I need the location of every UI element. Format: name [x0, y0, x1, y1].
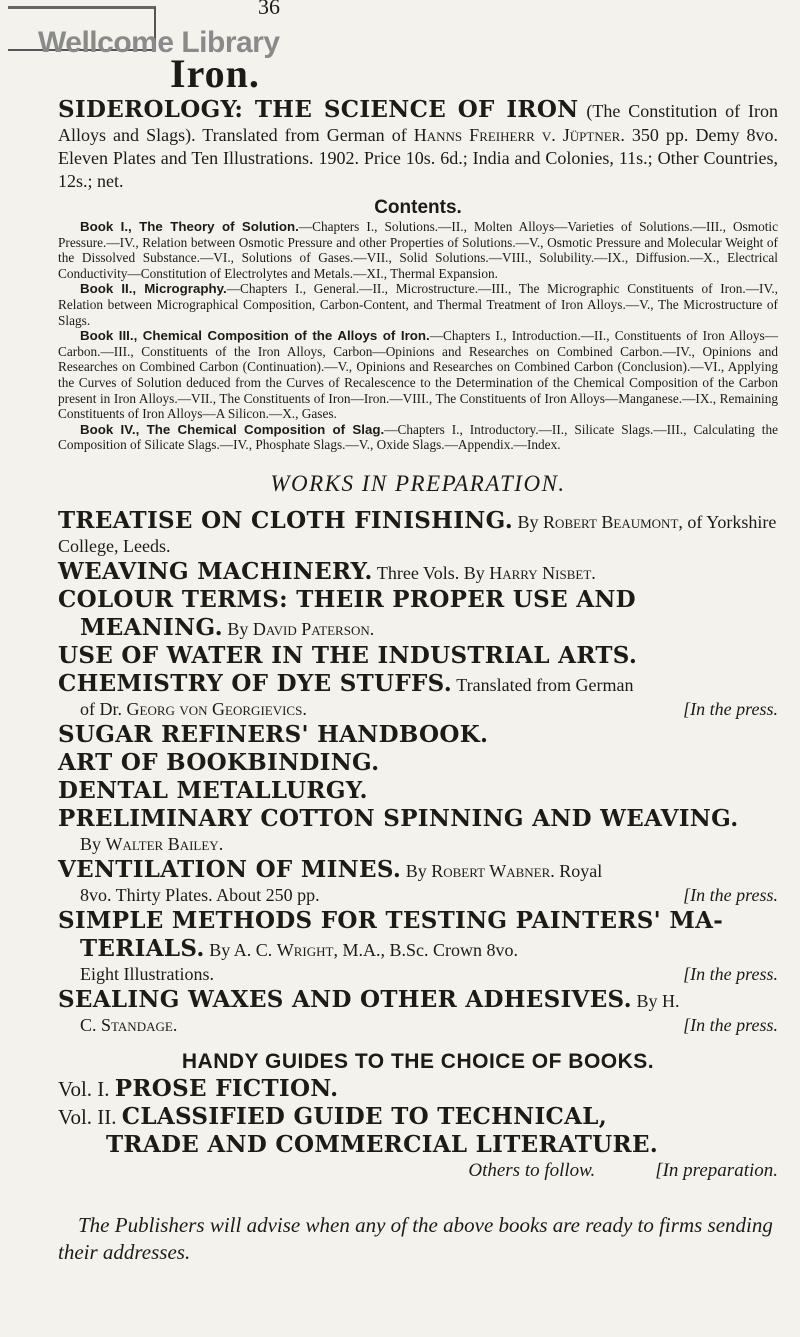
work-author: Harry Nisbet: [489, 562, 592, 583]
work-title: PRELIMINARY COTTON SPINNING AND WEAVING.: [58, 804, 739, 832]
book2-text: —Chapters I., General.—II., Microstructure.—III., The Micrographic Constituents of Iron.—IV., Relation between Micrographical Composition, Carbon-Content, and Thermal Treatment of Iron Alloys.—V., The Microstructure of Slags.: [58, 281, 778, 328]
in-press-note: [In the press.: [683, 698, 778, 719]
work-weaving-machinery: [58, 558, 778, 586]
book-title: SIDEROLOGY: THE SCIENCE OF IRON: [58, 96, 579, 123]
work-by: By: [80, 833, 106, 854]
work-author: Georg von Georgievics: [126, 698, 303, 719]
work-by: By: [222, 618, 253, 639]
vol-title: PROSE FICTION.: [114, 1074, 339, 1102]
book-description-1: (The Constitution of Iron Alloys and Slags). Translated from German of: [58, 101, 778, 145]
work-cotton-spinning-line2: [58, 833, 778, 856]
work-dye-stuffs-line2: [58, 698, 778, 721]
work-detail: Translated from German: [452, 674, 634, 695]
work-use-of-water: [58, 642, 778, 670]
book3-label: Book III., Chemical Composition of the Alloys of Iron.: [80, 328, 430, 344]
work-detail: .: [369, 618, 375, 639]
contents-heading: Contents.: [374, 197, 462, 218]
work-dye-stuffs: [58, 670, 778, 698]
work-painters-materials: [58, 907, 778, 963]
work-sealing-waxes: [58, 986, 778, 1014]
work-title: TERIALS.: [80, 934, 205, 962]
work-author: Wright: [276, 939, 334, 960]
page-number: 36: [258, 0, 280, 19]
in-press-note: [In the press.: [683, 963, 778, 984]
book4-text: —Chapters I., Introductory.—II., Silicate Slags.—III., Calculating the Composition of Silicate Slags.—IV., Phosphate Slags.—V., Oxide Slags.—Appendix.—Index.: [58, 421, 778, 453]
work-author: Robert Beaumont: [543, 511, 679, 532]
book4-label: Book IV., The Chemical Composition of Slag.: [80, 421, 385, 437]
work-title: USE OF WATER IN THE INDUSTRIAL ARTS.: [58, 641, 638, 669]
work-colour-terms: [58, 586, 778, 642]
work-by: By H.: [631, 990, 680, 1011]
work-detail: , of Yorkshire College, Leeds.: [58, 511, 777, 556]
work-title: WEAVING MACHINERY.: [58, 557, 373, 585]
work-author: C. Standage: [80, 1014, 173, 1035]
work-detail: . Royal: [550, 860, 603, 881]
work-title: COLOUR TERMS: THEIR PROPER USE AND: [58, 585, 636, 613]
contents-book-4: [58, 422, 778, 453]
contents-book-3: [58, 328, 778, 422]
work-detail: 8vo. Thirty Plates. About 250 pp.: [80, 884, 320, 905]
work-detail: .: [591, 562, 596, 583]
work-title: CHEMISTRY OF DYE STUFFS.: [58, 669, 453, 697]
work-detail: of Dr.: [80, 698, 127, 719]
work-detail: Three Vols. By: [372, 562, 490, 583]
work-sealing-waxes-line2: [58, 1014, 778, 1037]
work-title: SIMPLE METHODS FOR TESTING PAINTERS' MA-: [58, 906, 724, 934]
works-list: [58, 507, 778, 1037]
vol-title: CLASSIFIED GUIDE TO TECHNICAL,: [121, 1102, 608, 1130]
work-painters-materials-line2: [58, 963, 778, 986]
work-title: VENTILATION OF MINES.: [58, 855, 402, 883]
works-in-preparation-heading: WORKS IN PREPARATION.: [270, 470, 566, 496]
work-title: SUGAR REFINERS' HANDBOOK.: [58, 720, 489, 748]
work-author: Walter Bailey: [105, 833, 219, 854]
in-preparation-note: [In preparation.: [655, 1159, 778, 1181]
in-press-note: [In the press.: [683, 1014, 778, 1035]
book-author: Hanns Freiherr v. Jüptner: [413, 125, 621, 145]
page-content: [58, 96, 778, 1287]
work-ventilation-mines: [58, 856, 778, 884]
work-title: DENTAL METALLURGY.: [58, 776, 368, 804]
work-by: By: [513, 511, 544, 532]
work-title: MEANING.: [80, 613, 223, 641]
work-by: By: [401, 860, 432, 881]
book1-label: Book I., The Theory of Solution.: [80, 219, 299, 234]
in-press-note: [In the press.: [683, 884, 778, 905]
stamp-text: Wellcome Library: [38, 26, 280, 59]
book-entry-siderology: [58, 96, 778, 193]
work-ventilation-mines-line2: [58, 884, 778, 907]
book3-text: —Chapters I., Introduction.—II., Constituents of Iron Alloys—Carbon.—III., Constituents of the Iron Alloys, Carbon—Opinions and Researches on Combined Carbon.—IV., Opinions and Researches on Combined Carbon (Continuation).—V., Opinions and Researches on Combined Carbon (Conclusion).—VI., Applying the Curves of Solution deduced from the Curves of Recalescence to the Determination of the Chemical Composition of the Carbon present in Iron Alloys.—VII., The Constituents of Iron—Iron.—VIII., The Constituents of Iron Alloys—Manganese.—IX., Remaining Constituents of Iron Alloys—A Silicon.—X., Gases.: [58, 328, 779, 422]
work-title: TREATISE ON CLOTH FINISHING.: [58, 506, 514, 534]
handy-guides-heading: HANDY GUIDES TO THE CHOICE OF BOOKS.: [181, 1049, 655, 1073]
work-cotton-spinning: [58, 805, 778, 833]
running-title: Iron.: [170, 51, 260, 96]
contents-book-1: [58, 219, 778, 281]
work-author: Robert Wabner: [431, 860, 551, 881]
others-line: [58, 1159, 778, 1182]
book-description-2: . 350 pp. Demy 8vo. Eleven Plates and Ten Illustrations. 1902. Price 10s. 6d.; India and Colonies, 11s.; Other Countries, 12s.; net.: [58, 125, 778, 191]
vol-1: [58, 1075, 778, 1103]
book2-label: Book II., Micrography.: [80, 281, 227, 297]
work-detail: .: [218, 833, 224, 854]
work-author: David Paterson: [252, 618, 370, 639]
work-detail: , M.A., B.Sc. Crown 8vo.: [333, 939, 518, 960]
vol-2: [58, 1103, 778, 1159]
work-bookbinding: [58, 749, 778, 777]
work-cloth-finishing: [58, 507, 778, 558]
work-dental-metallurgy: [58, 777, 778, 805]
vol-label: Vol. II.: [58, 1104, 122, 1129]
work-sugar-refiners: [58, 721, 778, 749]
work-title: SEALING WAXES AND OTHER ADHESIVES.: [58, 985, 632, 1013]
others-to-follow: Others to follow.: [468, 1159, 596, 1181]
work-detail: .: [172, 1014, 178, 1035]
work-detail: Eight Illustrations.: [80, 963, 214, 984]
vol-label: Vol. I.: [58, 1076, 115, 1101]
book1-text: —Chapters I., Solutions.—II., Molten Alloys—Varieties of Solutions.—III., Osmotic Pressure.—IV., Relation between Osmotic Pressure and other Properties of Solutions.—V., Osmotic Pressure and Molecular Weight of the Dissolved Substance.—VI., Solutions of Gases.—VII., Solid Solutions.—VIII., Solubility.—IX., Diffusion.—X., Electrical Conductivity—Constitution of Electrolytes and Metals.—XI., Thermal Expansion.: [58, 219, 779, 281]
work-detail: .: [302, 698, 307, 719]
contents-book-2: [58, 281, 778, 328]
work-by: By A. C.: [204, 939, 277, 960]
vol-title: TRADE AND COMMERCIAL LITERATURE.: [106, 1130, 659, 1158]
closing-note: The Publishers will advise when any of the above books are ready to firms sending their addresses.: [58, 1212, 773, 1264]
work-title: ART OF BOOKBINDING.: [58, 748, 380, 776]
